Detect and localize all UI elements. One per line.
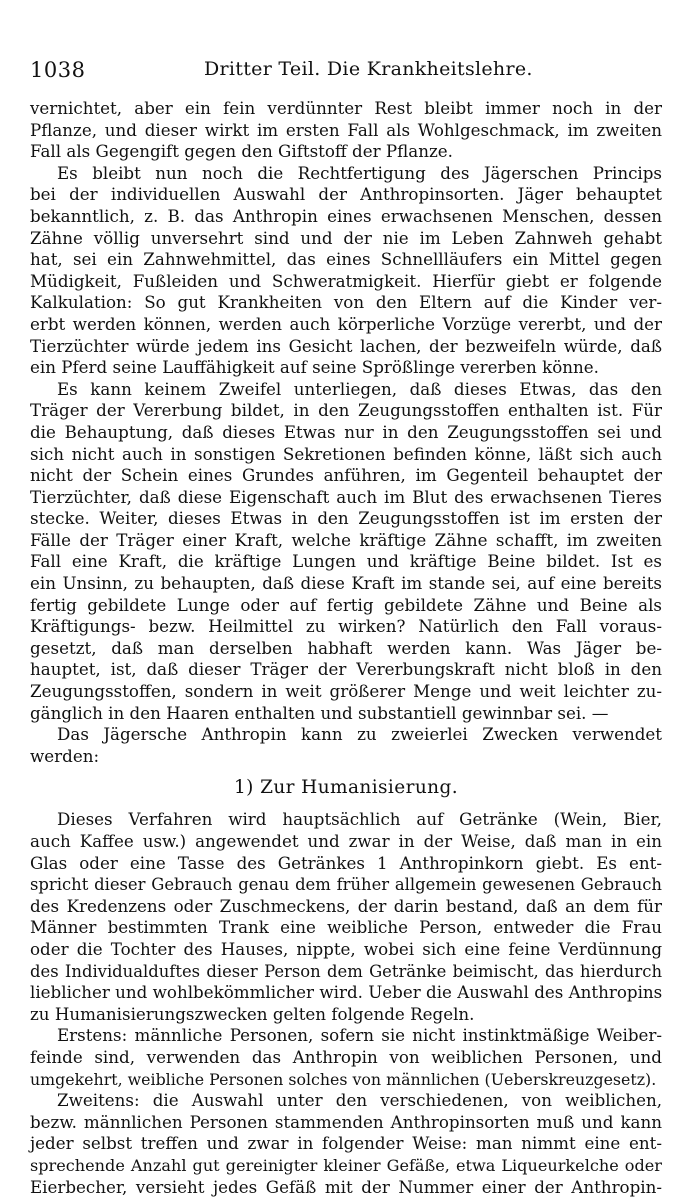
text-line: gänglich in den Haaren enthalten und substantiell gewinnbar sei. — bbox=[30, 702, 609, 723]
text-line: Kalkulation: So gut Krankheiten von den Eltern auf die Kinder ver- bbox=[30, 292, 662, 313]
text-line: Kräftigungs- bezw. Heilmittel zu wirken? Natürlich den Fall voraus- bbox=[30, 616, 662, 637]
text-line: spricht dieser Gebrauch genau dem früher allgemein gewesenen Gebrauch bbox=[30, 875, 662, 895]
text-line: umgekehrt, weibliche Personen solches von männlichen (Ueberskreuzgesetz). bbox=[30, 1069, 657, 1089]
text-line: nicht der Schein eines Grundes anführen, im Gegenteil behauptet der bbox=[30, 465, 662, 486]
section-heading: 1) Zur Humanisierung. bbox=[234, 777, 458, 799]
text-line: erbt werden können, werden auch körperliche Vorzüge vererbt, und der bbox=[30, 313, 662, 334]
text-line: des Individualduftes dieser Person dem Getränke beimischt, das hierdurch bbox=[30, 961, 662, 981]
text-line: Tierzüchter, daß diese Eigenschaft auch im Blut des erwachsenen Tieres bbox=[30, 486, 662, 507]
text-line: Fall als Gegengift gegen den Giftstoff der Pflanze. bbox=[30, 141, 453, 162]
text-line: Müdigkeit, Fußleiden und Schweratmigkeit. Hierfür giebt er folgende bbox=[30, 270, 662, 291]
page-number: 1038 bbox=[30, 58, 86, 82]
body-text bbox=[30, 98, 662, 1198]
text-line: gesetzt, daß man derselben habhaft werden kann. Was Jäger be- bbox=[30, 637, 662, 658]
text-line: Männer bestimmten Trank eine weibliche Person, entweder die Frau bbox=[30, 917, 662, 938]
text-line: lieblicher und wohlbekömmlicher wird. Ueber die Auswahl des Anthropins bbox=[30, 982, 663, 1003]
text-line: zu Humanisierungszwecken gelten folgende Regeln. bbox=[30, 1003, 475, 1024]
text-line: ein Unsinn, zu behaupten, daß diese Kraft im stande sei, auf eine bereits bbox=[30, 573, 662, 594]
text-line: hauptet, ist, daß dieser Träger der Vererbungskraft nicht bloß in den bbox=[30, 659, 662, 680]
text-line: Glas oder eine Tasse des Getränkes 1 Anthropinkorn giebt. Es ent- bbox=[30, 852, 662, 873]
text-line: Zähne völlig unversehrt sind und der nie im Leben Zahnweh gehabt bbox=[30, 227, 662, 248]
text-line: sprechende Anzahl gut gereinigter kleiner Gefäße, etwa Liqueurkelche oder bbox=[30, 1155, 662, 1175]
text-line: auch Kaffee usw.) angewendet und zwar in der Weise, daß man in ein bbox=[30, 831, 662, 851]
text-line: vernichtet, aber ein fein verdünnter Rest bleibt immer noch in der bbox=[30, 98, 662, 118]
text-line: Dieses Verfahren wird hauptsächlich auf Getränke (Wein, Bier, bbox=[57, 809, 662, 830]
text-line: werden: bbox=[30, 745, 100, 766]
text-line: Es kann keinem Zweifel unterliegen, daß dieses Etwas, das den bbox=[57, 378, 662, 399]
text-line: feinde sind, verwenden das Anthropin von weiblichen Personen, und bbox=[30, 1046, 662, 1067]
text-line: bei der individuellen Auswahl der Anthropinsorten. Jäger behauptet bbox=[30, 184, 662, 205]
text-line: ein Pferd seine Lauffähigkeit auf seine Sprößlinge vererben könne. bbox=[30, 357, 599, 378]
text-line: Zweitens: die Auswahl unter den verschiedenen, von weiblichen, bbox=[57, 1090, 662, 1111]
running-title: Dritter Teil. Die Krankheitslehre. bbox=[204, 58, 533, 80]
text-line: Pflanze, und dieser wirkt im ersten Fall als Wohlgeschmack, im zweiten bbox=[30, 119, 662, 140]
text-line: Das Jägersche Anthropin kann zu zweierlei Zwecken verwendet bbox=[57, 724, 662, 745]
text-line: Erstens: männliche Personen, sofern sie nicht instinktmäßige Weiber- bbox=[57, 1025, 662, 1046]
text-line: hat, sei ein Zahnwehmittel, das eines Schnellläufers ein Mittel gegen bbox=[30, 249, 662, 270]
text-line: Fälle der Träger einer Kraft, welche kräftige Zähne schafft, im zweiten bbox=[30, 529, 662, 550]
text-line: bekanntlich, z. B. das Anthropin eines erwachsenen Menschen, dessen bbox=[30, 205, 662, 226]
text-line: stecke. Weiter, dieses Etwas in den Zeugungsstoffen ist im ersten der bbox=[30, 508, 662, 529]
text-line: jeder selbst treffen und zwar in folgender Weise: man nimmt eine ent- bbox=[30, 1133, 662, 1154]
text-line: oder die Tochter des Hauses, nippte, wobei sich eine feine Verdünnung bbox=[30, 938, 662, 959]
text-line: Träger der Vererbung bildet, in den Zeugungsstoffen enthalten ist. Für bbox=[30, 400, 662, 421]
text-line: bezw. männlichen Personen stammenden Anthropinsorten muß und kann bbox=[30, 1111, 662, 1132]
text-line: Fall eine Kraft, die kräftige Lungen und kräftige Beine bildet. Ist es bbox=[30, 551, 662, 572]
text-line: sich nicht auch in sonstigen Sekretionen befinden könne, läßt sich auch bbox=[30, 443, 662, 464]
text-line: fertig gebildete Lunge oder auf fertig gebildete Zähne und Beine als bbox=[30, 594, 662, 615]
text-line: Eierbecher, versieht jedes Gefäß mit der Nummer einer der Anthropin- bbox=[30, 1176, 662, 1197]
text-line: Zeugungsstoffen, sondern in weit größerer Menge und weit leichter zu- bbox=[30, 681, 662, 702]
text-line: des Kredenzens oder Zuschmeckens, der darin bestand, daß an dem für bbox=[30, 895, 662, 916]
text-line: Tierzüchter würde jedem ins Gesicht lachen, der bezweifeln würde, daß bbox=[30, 335, 662, 356]
text-line: die Behauptung, daß dieses Etwas nur in den Zeugungsstoffen sei und bbox=[30, 421, 662, 442]
page-header bbox=[0, 58, 693, 88]
text-line: Es bleibt nun noch die Rechtfertigung des Jägerschen Princips bbox=[57, 162, 662, 183]
